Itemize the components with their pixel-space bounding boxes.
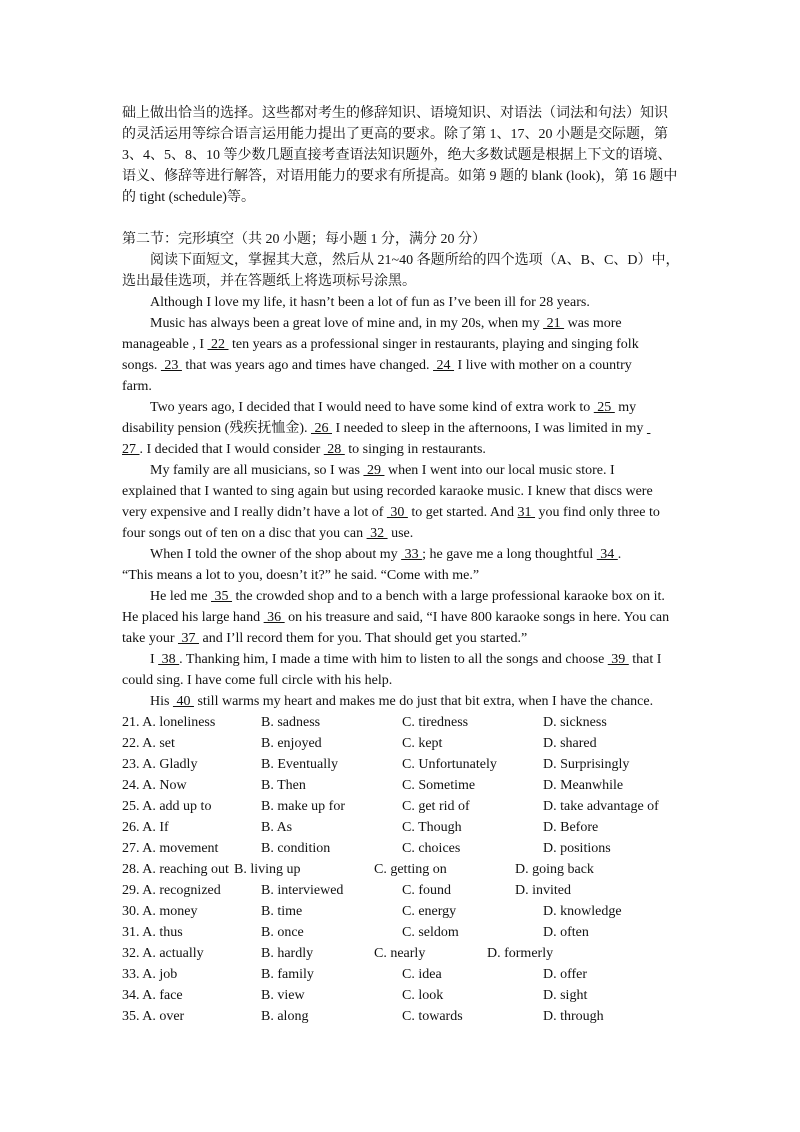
option-b: B. time xyxy=(261,904,303,919)
option-d: D. offer xyxy=(543,967,588,982)
passage-line: manageable , I 22 ten years as a professional singer in restaurants, playing and singing folk xyxy=(122,337,639,352)
blank-35: 35 xyxy=(211,589,233,604)
option-b: B. enjoyed xyxy=(261,736,322,751)
intro-line-4: 语义、修辞等进行解答，对语用能力的要求有所提高。如第 9 题的 blank (look)，第 16 题中 xyxy=(122,169,678,184)
passage-line: When I told the owner of the shop about my 33 ; he gave me a long thoughtful 34 . xyxy=(150,547,622,562)
option-b: B. once xyxy=(261,925,304,940)
option-row-23 xyxy=(122,754,682,775)
passage-line: disability pension (残疾抚恤金). 26 I needed to sleep in the afternoons, I was limited in my xyxy=(122,418,682,439)
option-row-29 xyxy=(122,880,682,901)
option-d: D. often xyxy=(543,925,589,940)
option-b: B. sadness xyxy=(261,715,321,730)
option-b: B. Then xyxy=(261,778,306,793)
option-b: B. condition xyxy=(261,841,331,856)
blank-28: 28 xyxy=(323,442,345,457)
option-c: C. towards xyxy=(402,1009,463,1024)
blank-32: 32 xyxy=(366,526,388,541)
option-row-22 xyxy=(122,733,682,754)
option-d: D. going back xyxy=(515,862,594,877)
passage-line: 27 . I decided that I would consider 28 to singing in restaurants. xyxy=(122,442,486,457)
passage-line: He placed his large hand 36 on his treasure and said, “I have 800 karaoke songs in here. You can xyxy=(122,610,670,625)
option-row-25 xyxy=(122,796,682,817)
passage-line: Although I love my life, it hasn’t been a lot of fun as I’ve been ill for 28 years. xyxy=(150,295,590,310)
passage-line: Two years ago, I decided that I would need to have some kind of extra work to 25 my xyxy=(150,400,637,415)
option-b: B. interviewed xyxy=(261,883,344,898)
option-row-24 xyxy=(122,775,682,796)
option-b: B. family xyxy=(261,967,314,982)
option-a: 33. A. job xyxy=(122,967,178,982)
intro-line-3: 3、4、5、8、10 等少数几题直接考查语法知识题外，绝大多数试题是根据上下文的语境、 xyxy=(122,148,672,163)
option-a: 32. A. actually xyxy=(122,946,204,961)
option-c: C. look xyxy=(402,988,444,1003)
blank-31: 31 xyxy=(517,505,536,520)
blank-33: 33 xyxy=(401,547,423,562)
passage-line: His 40 still warms my heart and makes me do just that bit extra, when I have the chance. xyxy=(150,694,654,709)
intro-line-2: 的灵活运用等综合语言运用能力提出了更高的要求。除了第 1、17、20 小题是交际题，第 xyxy=(122,127,668,142)
option-c: C. choices xyxy=(402,841,461,856)
option-a: 31. A. thus xyxy=(122,925,183,940)
option-b: B. As xyxy=(261,820,293,835)
option-b: B. make up for xyxy=(261,799,345,814)
option-d: D. invited xyxy=(515,883,571,898)
option-a: 30. A. money xyxy=(122,904,198,919)
blank-23: 23 xyxy=(160,358,182,373)
option-c: C. getting on xyxy=(374,862,447,877)
passage-line: My family are all musicians, so I was 29 when I went into our local music store. I xyxy=(150,463,615,478)
option-row-33 xyxy=(122,964,682,985)
option-d: D. Meanwhile xyxy=(543,778,624,793)
option-c: C. Sometime xyxy=(402,778,476,793)
option-c: C. energy xyxy=(402,904,457,919)
option-c: C. tiredness xyxy=(402,715,469,730)
section-title: 第二节：完形填空（共 20 小题；每小题 1 分，满分 20 分） xyxy=(122,232,486,247)
option-d: D. knowledge xyxy=(543,904,622,919)
option-c: C. idea xyxy=(402,967,442,982)
option-a: 24. A. Now xyxy=(122,778,187,793)
blank-30: 30 xyxy=(386,505,408,520)
option-b: B. hardly xyxy=(261,946,314,961)
option-a: 22. A. set xyxy=(122,736,175,751)
option-b: B. along xyxy=(261,1009,309,1024)
intro-line-5: 的 tight (schedule)等。 xyxy=(122,190,255,205)
option-d: D. sickness xyxy=(543,715,607,730)
option-row-27 xyxy=(122,838,682,859)
option-row-32 xyxy=(122,943,682,964)
passage-line: explained that I wanted to sing again but using recorded karaoke music. I knew that discs were xyxy=(122,484,653,499)
blank-36: 36 xyxy=(263,610,285,625)
option-b: B. living up xyxy=(234,862,301,877)
option-c: C. get rid of xyxy=(402,799,470,814)
blank-22: 22 xyxy=(207,337,229,352)
passage-line: He led me 35 the crowded shop and to a bench with a large professional karaoke box on it. xyxy=(150,589,665,604)
passage-line: take your 37 and I’ll record them for you. That should get you started.” xyxy=(122,631,528,646)
option-row-34 xyxy=(122,985,682,1006)
option-a: 29. A. recognized xyxy=(122,883,221,898)
option-a: 26. A. If xyxy=(122,820,169,835)
intro-line-1: 础上做出恰当的选择。这些都对考生的修辞知识、语境知识、对语法（词法和句法）知识 xyxy=(122,106,668,121)
blank-27: 27 xyxy=(122,442,140,457)
blank-40: 40 xyxy=(172,694,194,709)
option-row-21 xyxy=(122,712,682,733)
option-d: D. Before xyxy=(543,820,599,835)
passage-line: very expensive and I really didn’t have a lot of 30 to get started. And 31 you find only three to xyxy=(122,505,660,520)
option-a: 35. A. over xyxy=(122,1009,185,1024)
option-row-31 xyxy=(122,922,682,943)
passage-line: four songs out of ten on a disc that you can 32 use. xyxy=(122,526,414,541)
option-d: D. shared xyxy=(543,736,597,751)
option-d: D. formerly xyxy=(487,946,554,961)
blank-24: 24 xyxy=(433,358,455,373)
blank-29: 29 xyxy=(363,463,385,478)
passage-line: could sing. I have come full circle with his help. xyxy=(122,673,393,688)
passage-line: farm. xyxy=(122,379,152,394)
passage-line: I 38 . Thanking him, I made a time with him to listen to all the songs and choose 39 that I xyxy=(150,652,662,667)
option-c: C. kept xyxy=(402,736,443,751)
option-row-30 xyxy=(122,901,682,922)
passage-line: songs. 23 that was years ago and times have changed. 24 I live with mother on a country xyxy=(122,358,632,373)
passage-line: “This means a lot to you, doesn’t it?” he said. “Come with me.” xyxy=(122,568,480,583)
blank-37: 37 xyxy=(177,631,199,646)
option-a: 25. A. add up to xyxy=(122,799,212,814)
option-row-35 xyxy=(122,1006,682,1027)
option-a: 23. A. Gladly xyxy=(122,757,198,772)
section-instruction-1: 阅读下面短文，掌握其大意，然后从 21~40 各题所给的四个选项（A、B、C、D）中， xyxy=(150,253,680,268)
option-c: C. found xyxy=(402,883,451,898)
blank-34: 34 xyxy=(596,547,618,562)
option-a: 34. A. face xyxy=(122,988,183,1003)
option-c: C. seldom xyxy=(402,925,459,940)
section-instruction-2: 选出最佳选项，并在答题纸上将选项标号涂黑。 xyxy=(122,274,416,289)
option-c: C. nearly xyxy=(374,946,426,961)
blank-27-start xyxy=(647,421,651,436)
blank-21: 21 xyxy=(543,316,565,331)
option-d: D. through xyxy=(543,1009,604,1024)
option-a: 28. A. reaching out xyxy=(122,862,229,877)
option-d: D. positions xyxy=(543,841,611,856)
blank-38: 38 xyxy=(158,652,180,667)
option-b: B. Eventually xyxy=(261,757,338,772)
option-a: 21. A. loneliness xyxy=(122,715,216,730)
option-d: D. sight xyxy=(543,988,588,1003)
blank-39: 39 xyxy=(607,652,629,667)
option-d: D. Surprisingly xyxy=(543,757,630,772)
option-row-26 xyxy=(122,817,682,838)
option-c: C. Though xyxy=(402,820,462,835)
passage-line: Music has always been a great love of mine and, in my 20s, when my 21 was more xyxy=(150,316,622,331)
blank-26: 26 xyxy=(311,421,332,436)
option-c: C. Unfortunately xyxy=(402,757,497,772)
option-b: B. view xyxy=(261,988,305,1003)
option-d: D. take advantage of xyxy=(543,799,659,814)
blank-25: 25 xyxy=(593,400,615,415)
option-a: 27. A. movement xyxy=(122,841,219,856)
option-row-28 xyxy=(122,859,682,880)
